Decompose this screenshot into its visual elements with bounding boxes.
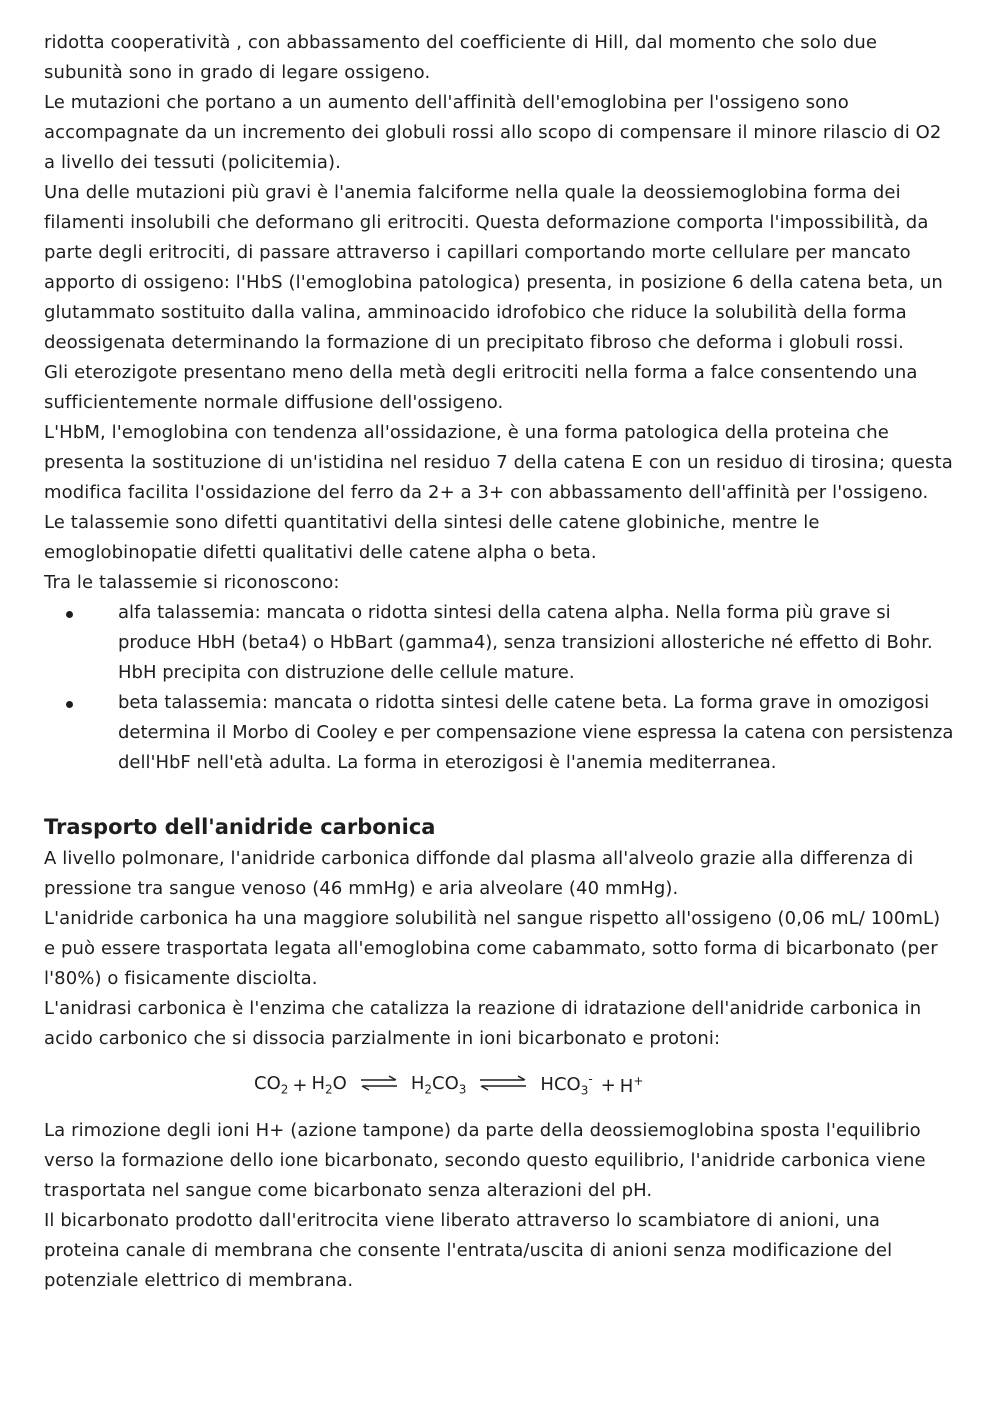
paragraph-co2-solubility: L'anidride carbonica ha una maggiore solubilità nel sangue rispetto all'ossigeno (0,06 mL/ 100mL) e può essere trasportata legata all'emoglobina come cabammato, sotto forma di bicarbonato (per l'80%) o fisicamente disciolta.: [44, 908, 941, 989]
paragraph-heterozygotes: Gli eterozigote presentano meno della metà degli eritrociti nella forma a falce consentendo una sufficientemente normale diffusione dell'ossigeno.: [44, 362, 918, 413]
equilibrium-arrow-icon: [478, 1075, 528, 1096]
plus-sign: +: [600, 1074, 616, 1096]
bullet-dot-icon: [66, 701, 73, 708]
list-item: [44, 598, 956, 688]
paragraph-buffer-action: La rimozione degli ioni H+ (azione tampone) da parte della deossiemoglobina sposta l'equilibrio verso la formazione dello ione bicarbonato, secondo questo equilibrio, l'anidride carbonica viene trasportata nel sangue come bicarbonato senza alterazioni del pH.: [44, 1120, 926, 1201]
paragraph-sickle-cell: Una delle mutazioni più gravi è l'anemia falciforme nella quale la deossiemoglobina forma dei filamenti insolubili che deformano gli eritrociti. Questa deformazione comporta l'impossibilità, da parte degli eritrociti, di passare attraverso i capillari comportando morte cellulare per mancato apporto di ossigeno: l'HbS (l'emoglobina patologica) presenta, in posizione 6 della catena beta, un glutammato sostituito dalla valina, amminoacido idrofobico che riduce la solubilità della forma deossigenata determinando la formazione di un precipitato fibroso che deforma i globuli rossi.: [44, 182, 943, 353]
bicarbonate-equation: [254, 1054, 956, 1116]
paragraph-pulmonary-diffusion: A livello polmonare, l'anidride carbonica diffonde dal plasma all'alveolo grazie alla differenza di pressione tra sangue venoso (46 mmHg) e aria alveolare (40 mmHg).: [44, 848, 914, 899]
list-item-text: alfa talassemia: mancata o ridotta sintesi della catena alpha. Nella forma più grave si produce HbH (beta4) o HbBart (gamma4), senza transizioni allosteriche né effetto di Bohr. HbH precipita con distruzione delle cellule mature.: [118, 602, 933, 683]
plus-sign: +: [292, 1074, 308, 1096]
h2co3-term: $H_2CO_3$: [410, 1073, 467, 1097]
paragraph-thalassemia-intro: Tra le talassemie si riconoscono:: [44, 572, 340, 593]
co2-term: $CO_2$: [254, 1073, 289, 1097]
list-item: [44, 688, 956, 778]
paragraph-thalassemias: Le talassemie sono difetti quantitativi della sintesi delle catene globiniche, mentre le emoglobinopatie difetti qualitativi delle catene alpha o beta.: [44, 512, 820, 563]
paragraph-anion-exchanger: Il bicarbonato prodotto dall'eritrocita viene liberato attraverso lo scambiatore di anioni, una proteina canale di membrana che consente l'entrata/uscita di anioni senza modificazione del potenziale elettrico di membrana.: [44, 1210, 893, 1291]
thalassemia-list: [44, 598, 956, 778]
list-item-text: beta talassemia: mancata o ridotta sintesi delle catene beta. La forma grave in omozigosi determina il Morbo di Cooley e per compensazione viene espressa la catena con persistenza dell'HbF nell'età adulta. La forma in eterozigosi è l'anemia mediterranea.: [118, 692, 954, 773]
section-heading: Trasporto dell'anidride carbonica: [44, 815, 436, 839]
paragraph-hbm: L'HbM, l'emoglobina con tendenza all'ossidazione, è una forma patologica della proteina che presenta la sostituzione di un'istidina nel residuo 7 della catena E con un residuo di tirosina; questa modifica facilita l'ossidazione del ferro da 2+ a 3+ con abbassamento dell'affinità per l'ossigeno.: [44, 422, 953, 503]
paragraph-affinity-mutations: Le mutazioni che portano a un aumento dell'affinità dell'emoglobina per l'ossigeno sono accompagnate da un incremento dei globuli rossi allo scopo di compensare il minore rilascio di O2 a livello dei tessuti (policitemia).: [44, 92, 942, 173]
h2o-term: $H_2O$: [311, 1073, 347, 1097]
bullet-dot-icon: [66, 611, 73, 618]
equilibrium-arrow-icon: [359, 1075, 399, 1096]
proton-term: H+: [619, 1073, 644, 1097]
paragraph-cooperativity: ridotta cooperatività , con abbassamento del coefficiente di Hill, dal momento che solo due subunità sono in grado di legare ossigeno.: [44, 32, 878, 83]
hco3-term: $HCO_3^-$: [540, 1072, 593, 1098]
paragraph-carbonic-anhydrase: L'anidrasi carbonica è l'enzima che catalizza la reazione di idratazione dell'anidride carbonica in acido carbonico che si dissocia parzialmente in ioni bicarbonato e protoni:: [44, 998, 922, 1049]
